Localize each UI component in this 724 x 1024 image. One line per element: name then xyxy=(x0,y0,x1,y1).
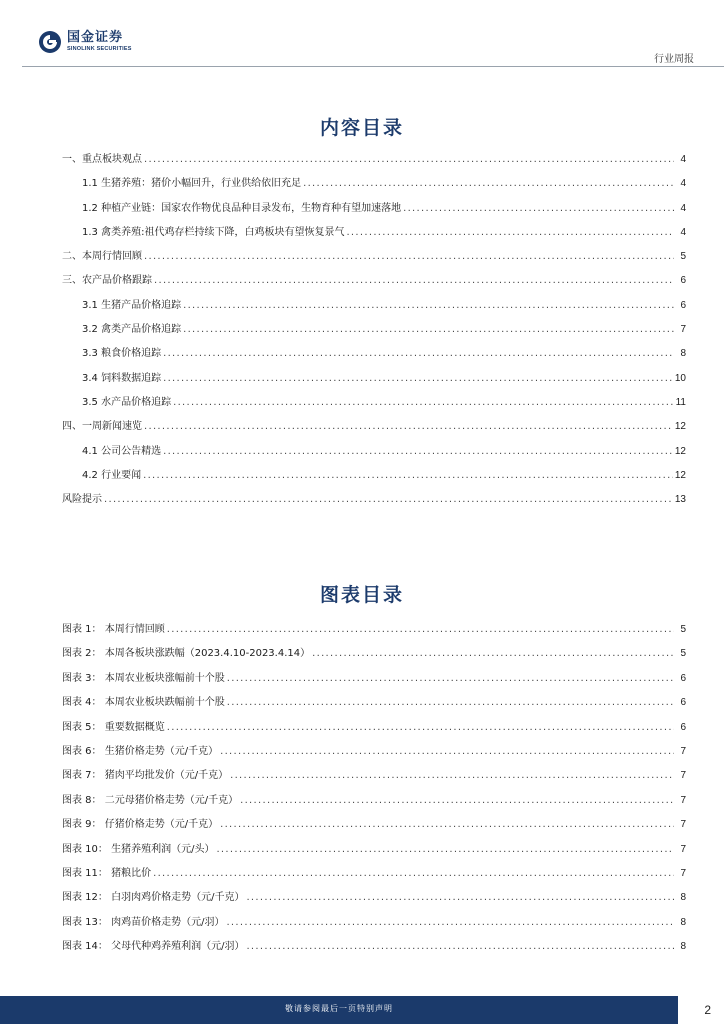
toc-entry-page: 12 xyxy=(674,469,686,481)
sinolink-logo-icon xyxy=(38,30,62,54)
figure-entry-page: 7 xyxy=(680,867,686,879)
page-footer xyxy=(0,996,724,1024)
report-type-label: 行业周报 xyxy=(654,54,694,65)
toc-entry-page: 13 xyxy=(674,494,686,506)
dot-leader xyxy=(163,445,673,459)
figure-entry-label: 图表 7： 猪肉平均批发价（元/千克） xyxy=(62,770,229,782)
toc-entry-label: 3.4 饲料数据追踪 xyxy=(82,372,162,384)
toc-entry[interactable] xyxy=(62,347,686,371)
figure-entry-label: 图表 1： 本周行情回顾 xyxy=(62,624,165,635)
toc-entry[interactable] xyxy=(62,420,686,444)
dot-leader xyxy=(144,153,674,167)
figure-entry[interactable] xyxy=(62,623,686,647)
toc-entry-label: 二、本周行情回顾 xyxy=(62,251,142,263)
toc-entry-label: 3.5 水产品价格追踪 xyxy=(82,396,172,408)
figure-entry-page: 6 xyxy=(680,697,686,709)
toc-entry-page: 10 xyxy=(674,372,686,384)
figure-entry-page: 6 xyxy=(680,721,686,733)
figure-entry-label: 图表 3： 本周农业板块涨幅前十个股 xyxy=(62,672,225,684)
figure-entry-label: 图表 8： 二元母猪价格走势（元/千克） xyxy=(62,794,239,806)
dot-leader xyxy=(220,818,674,832)
toc-entry-page: 11 xyxy=(675,396,686,408)
toc-entry-label: 3.1 生猪产品价格追踪 xyxy=(82,299,182,311)
toc-entry[interactable] xyxy=(62,153,686,177)
toc-entry-label: 四、一周新闻速览 xyxy=(62,421,142,433)
page-number: 2 xyxy=(704,1003,711,1017)
figure-entry-label: 图表 2： 本周各板块涨跌幅（2023.4.10-2023.4.14） xyxy=(62,648,311,660)
toc-entry-page: 4 xyxy=(680,154,686,165)
toc-entry[interactable] xyxy=(62,493,686,517)
toc-entry[interactable] xyxy=(62,469,686,493)
figure-entry[interactable] xyxy=(62,916,686,940)
figure-entry-page: 7 xyxy=(680,843,686,855)
figure-entry[interactable] xyxy=(62,769,686,793)
figure-entry-page: 7 xyxy=(680,745,686,757)
toc-entry[interactable] xyxy=(62,226,686,250)
toc-entry-label: 1.1 生猪养殖：猪价小幅回升，行业供给依旧充足 xyxy=(82,178,302,190)
toc-entry-label: 三、农产品价格跟踪 xyxy=(62,275,152,287)
header-divider xyxy=(22,66,724,67)
dot-leader xyxy=(167,721,674,735)
toc-entry[interactable] xyxy=(62,396,686,420)
toc-entry-label: 3.3 粮食价格追踪 xyxy=(82,348,162,360)
figure-entry[interactable] xyxy=(62,647,686,671)
toc-entry-page: 12 xyxy=(674,445,686,457)
toc-entry-page: 8 xyxy=(680,348,686,360)
figure-entry-page: 6 xyxy=(680,672,686,684)
toc-entry-page: 6 xyxy=(680,275,686,287)
toc-entry[interactable] xyxy=(62,323,686,347)
dot-leader xyxy=(163,372,673,386)
figure-entry[interactable] xyxy=(62,794,686,818)
figure-entry[interactable] xyxy=(62,696,686,720)
figure-entry[interactable] xyxy=(62,843,686,867)
figure-entry[interactable] xyxy=(62,867,686,891)
toc-entry[interactable] xyxy=(62,299,686,323)
toc-entry-label: 风险提示 xyxy=(62,494,102,506)
figure-entry-label: 图表 10： 生猪养殖利润（元/头） xyxy=(62,843,215,855)
figure-entry[interactable] xyxy=(62,891,686,915)
toc-entry-page: 4 xyxy=(680,202,686,214)
figure-entry[interactable] xyxy=(62,818,686,842)
toc-entry-label: 4.1 公司公告精选 xyxy=(82,445,162,457)
figure-entry-label: 图表 4： 本周农业板块跌幅前十个股 xyxy=(62,697,225,709)
dot-leader xyxy=(346,226,674,240)
dot-leader xyxy=(403,202,674,216)
logo-chinese-name: 国金证券 xyxy=(67,30,124,45)
toc-entry[interactable] xyxy=(62,274,686,298)
figure-entry-page: 5 xyxy=(680,624,686,635)
dot-leader xyxy=(226,916,674,930)
dot-leader xyxy=(227,696,674,710)
toc-entry-label: 4.2 行业要闻 xyxy=(82,469,142,481)
figure-entry-label: 图表 14： 父母代种鸡养殖利润（元/羽） xyxy=(62,941,245,953)
dot-leader xyxy=(216,843,674,857)
toc-entry-label: 一、重点板块观点 xyxy=(62,154,142,165)
toc-entry-page: 12 xyxy=(674,421,686,433)
dot-leader xyxy=(143,469,673,483)
dot-leader xyxy=(183,323,674,337)
figure-entry[interactable] xyxy=(62,721,686,745)
figure-entry-page: 7 xyxy=(680,794,686,806)
toc-entry-label: 1.3 禽类养殖:祖代鸡存栏持续下降，白鸡板块有望恢复景气 xyxy=(82,226,345,238)
figure-entry[interactable] xyxy=(62,745,686,769)
figure-entry-page: 8 xyxy=(680,941,686,953)
figure-entry-label: 图表 13： 肉鸡苗价格走势（元/羽） xyxy=(62,916,225,928)
dot-leader xyxy=(144,420,673,434)
toc-entry[interactable] xyxy=(62,177,686,201)
figure-entry-page: 7 xyxy=(680,770,686,782)
toc-title: 内容目录 xyxy=(319,117,404,139)
dot-leader xyxy=(173,396,674,410)
toc-entry[interactable] xyxy=(62,372,686,396)
table-of-contents xyxy=(62,153,686,517)
figure-entry-page: 8 xyxy=(680,892,686,904)
dot-leader xyxy=(167,623,674,637)
dot-leader xyxy=(240,794,674,808)
toc-entry-page: 4 xyxy=(680,178,686,190)
toc-entry-label: 1.2 种植产业链：国家农作物优良品种目录发布，生物育种有望加速落地 xyxy=(82,202,402,214)
figure-entry[interactable] xyxy=(62,940,686,964)
figures-title: 图表目录 xyxy=(319,584,404,606)
dot-leader xyxy=(227,672,674,686)
figure-entry-label: 图表 9： 仔猪价格走势（元/千克） xyxy=(62,819,219,831)
logo xyxy=(38,30,132,54)
page-header xyxy=(0,0,724,70)
figure-entry[interactable] xyxy=(62,672,686,696)
dot-leader xyxy=(246,891,674,905)
figure-entry-label: 图表 6： 生猪价格走势（元/千克） xyxy=(62,745,219,757)
figure-entry-label: 图表 5： 重要数据概览 xyxy=(62,721,165,733)
toc-entry-page: 4 xyxy=(680,226,686,238)
toc-entry-page: 5 xyxy=(680,251,686,263)
dot-leader xyxy=(303,177,674,191)
dot-leader xyxy=(144,250,674,264)
dot-leader xyxy=(163,347,674,361)
toc-entry-label: 3.2 禽类产品价格追踪 xyxy=(82,324,182,336)
figure-entry-label: 图表 11： 猪粮比价 xyxy=(62,867,152,879)
dot-leader xyxy=(230,769,674,783)
dot-leader xyxy=(154,274,674,288)
dot-leader xyxy=(104,493,673,507)
toc-entry[interactable] xyxy=(62,250,686,274)
dot-leader xyxy=(183,299,674,313)
figure-entry-page: 5 xyxy=(680,648,686,660)
toc-entry[interactable] xyxy=(62,202,686,226)
figure-entry-page: 8 xyxy=(680,916,686,928)
dot-leader xyxy=(312,647,674,661)
list-of-figures xyxy=(62,623,686,964)
toc-entry-page: 7 xyxy=(680,324,686,336)
dot-leader xyxy=(153,867,674,881)
logo-english-name: SINOLINK SECURITIES xyxy=(67,46,132,52)
dot-leader xyxy=(246,940,674,954)
toc-entry-page: 6 xyxy=(680,299,686,311)
figure-entry-page: 7 xyxy=(680,819,686,831)
dot-leader xyxy=(220,745,674,759)
toc-entry[interactable] xyxy=(62,445,686,469)
footer-disclaimer: 敬请参阅最后一页特别声明 xyxy=(285,1004,393,1013)
figure-entry-label: 图表 12： 白羽肉鸡价格走势（元/千克） xyxy=(62,892,245,904)
